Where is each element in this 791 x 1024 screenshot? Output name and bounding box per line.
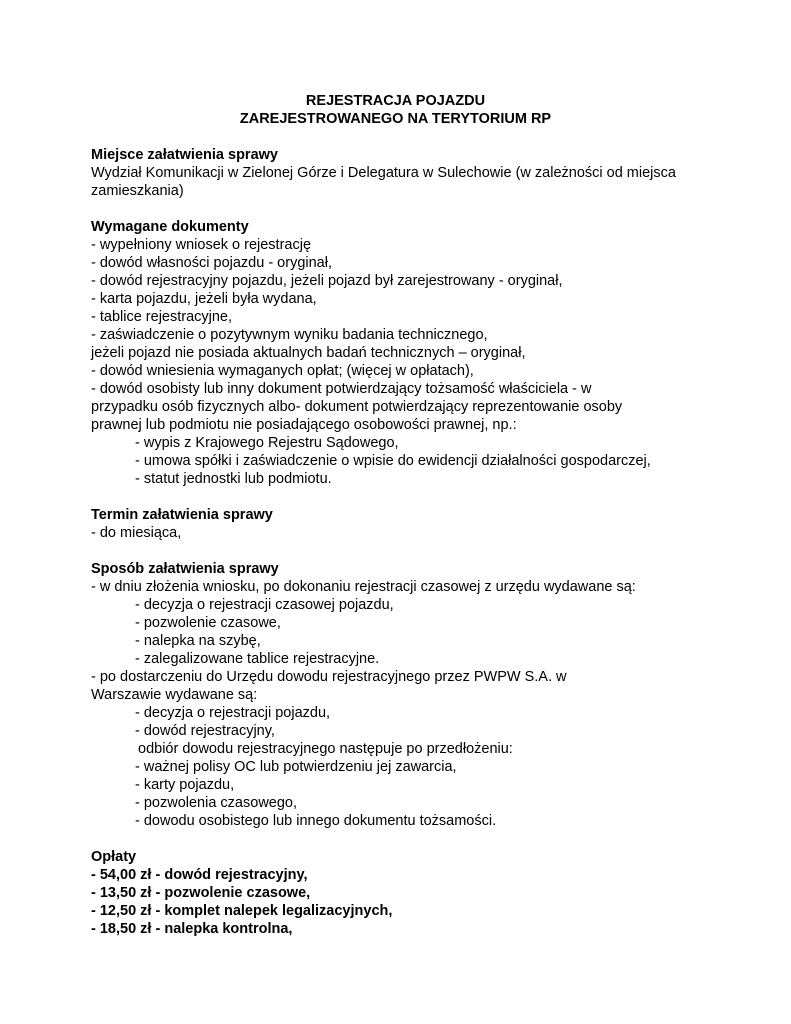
dokumenty-item: - karta pojazdu, jeżeli była wydana, bbox=[91, 291, 317, 307]
sposob-list-item: - pozwolenia czasowego, bbox=[135, 795, 298, 811]
sposob-list-item: - dowodu osobistego lub innego dokumentu tożsamości. bbox=[135, 813, 497, 829]
dokumenty-sub-item: - statut jednostki lub podmiotu. bbox=[135, 471, 332, 487]
section-heading-termin: Termin załatwienia sprawy bbox=[91, 507, 273, 523]
document-title-line-2: ZAREJESTROWANEGO NA TERYTORIUM RP bbox=[239, 111, 552, 127]
dokumenty-item: jeżeli pojazd nie posiada aktualnych badań technicznych – oryginał, bbox=[91, 345, 526, 361]
section-heading-sposob: Sposób załatwienia sprawy bbox=[91, 561, 279, 577]
sposob-list-item: - decyzja o rejestracji pojazdu, bbox=[135, 705, 331, 721]
document-body bbox=[91, 146, 711, 938]
sposob-list-item: - pozwolenie czasowe, bbox=[135, 615, 281, 631]
sposob-list-item: - dowód rejestracyjny, bbox=[135, 723, 275, 739]
dokumenty-sub-item: - umowa spółki i zaświadczenie o wpisie do ewidencji działalności gospodarczej, bbox=[135, 453, 651, 469]
sposob-list-item: - decyzja o rejestracji czasowej pojazdu, bbox=[135, 597, 394, 613]
sposob-list-item: - zalegalizowane tablice rejestracyjne. bbox=[135, 651, 380, 667]
dokumenty-item: - dowód własności pojazdu - oryginał, bbox=[91, 255, 332, 271]
dokumenty-sub-item: - wypis z Krajowego Rejestru Sądowego, bbox=[135, 435, 399, 451]
oplaty-item: - 13,50 zł - pozwolenie czasowe, bbox=[91, 885, 311, 901]
dokumenty-tozsamosc: - dowód osobisty lub inny dokument potwierdzający tożsamość właściciela - w przypadku osób fizycznych albo- dokument potwierdzający reprezentowanie osoby prawnej lub podmiotu nie posiadającego osobowości prawnej, np.: bbox=[91, 381, 623, 433]
dokumenty-item: - dowód wniesienia wymaganych opłat; (więcej w opłatach), bbox=[91, 363, 474, 379]
section-heading-miejsce: Miejsce załatwienia sprawy bbox=[91, 147, 278, 163]
oplaty-item: - 54,00 zł - dowód rejestracyjny, bbox=[91, 867, 308, 883]
sposob-intro-1: - w dniu złożenia wniosku, po dokonaniu rejestracji czasowej z urzędu wydawane są: bbox=[91, 579, 636, 595]
sposob-list-item: - ważnej polisy OC lub potwierdzeniu jej zawarcia, bbox=[135, 759, 457, 775]
oplaty-item: - 18,50 zł - nalepka kontrolna, bbox=[91, 921, 293, 937]
dokumenty-item: - zaświadczenie o pozytywnym wyniku badania technicznego, bbox=[91, 327, 488, 343]
dokumenty-item: - tablice rejestracyjne, bbox=[91, 309, 233, 325]
dokumenty-item: - dowód rejestracyjny pojazdu, jeżeli pojazd był zarejestrowany - oryginał, bbox=[91, 273, 563, 289]
dokumenty-item: - wypełniony wniosek o rejestrację bbox=[91, 237, 312, 253]
miejsce-text: Wydział Komunikacji w Zielonej Górze i Delegatura w Sulechowie (w zależności od miejsca zamieszkania) bbox=[91, 165, 676, 199]
sposob-list-item: - nalepka na szybę, bbox=[135, 633, 261, 649]
section-heading-dokumenty: Wymagane dokumenty bbox=[91, 219, 249, 235]
sposob-list-item: - karty pojazdu, bbox=[135, 777, 235, 793]
sposob-odbior: odbiór dowodu rejestracyjnego następuje po przedłożeniu: bbox=[138, 741, 513, 757]
document-title-line-1: REJESTRACJA POJAZDU bbox=[305, 93, 486, 109]
termin-text: - do miesiąca, bbox=[91, 525, 182, 541]
section-heading-oplaty: Opłaty bbox=[91, 849, 137, 865]
oplaty-item: - 12,50 zł - komplet nalepek legalizacyjnych, bbox=[91, 903, 393, 919]
sposob-intro-2: - po dostarczeniu do Urzędu dowodu rejestracyjnego przez PWPW S.A. w Warszawie wydawane są: bbox=[91, 669, 567, 703]
